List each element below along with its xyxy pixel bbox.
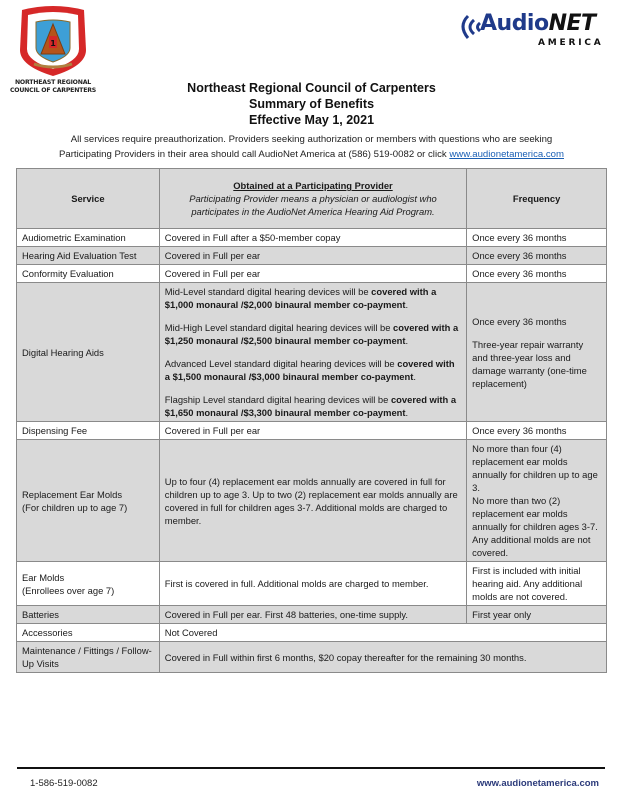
cell-service: Hearing Aid Evaluation Test bbox=[17, 247, 160, 265]
service-line1: Replacement Ear Molds bbox=[22, 488, 123, 500]
logo-org-line1: NORTHEAST REGIONAL bbox=[14, 79, 92, 86]
benefits-table bbox=[16, 168, 607, 673]
intro-text bbox=[0, 132, 623, 162]
frequency-line2: No more than two (2) replacement ear molds annually for children ages 3-7. bbox=[472, 495, 598, 532]
cell-service: Audiometric Examination bbox=[17, 229, 160, 247]
cell-frequency: First year only bbox=[467, 606, 607, 624]
table-row-batteries bbox=[17, 606, 607, 624]
footer-phone: 1-586-519-0082 bbox=[30, 778, 98, 789]
cell-frequency: Once every 36 months bbox=[467, 422, 607, 440]
frequency-warranty: Three-year repair warranty and three-year loss and damage warranty (one-time replacement) bbox=[472, 338, 587, 389]
header-provider bbox=[159, 169, 466, 229]
cell-service bbox=[17, 562, 160, 606]
cell-service: Accessories bbox=[17, 624, 160, 642]
cell-coverage: Covered in Full per ear. First 48 batteries, one-time supply. bbox=[159, 606, 466, 624]
cell-coverage: Up to four (4) replacement ear molds annually are covered in full for children up to age 3. Up to two (2) replacement ear molds annually are covered in full for children ages 3-7. Additional molds are charged to member. bbox=[159, 440, 466, 562]
header-provider-title: Obtained at a Participating Provider bbox=[233, 180, 393, 191]
cell-frequency: Once every 36 months bbox=[467, 247, 607, 265]
tier-mid-high: Mid-High Level standard digital hearing devices will be covered with a $1,250 monaural /$2,500 binaural member co-payment. bbox=[164, 322, 459, 346]
tier-mid: Mid-Level standard digital hearing devices will be covered with a $1,000 monaural /$2,000 binaural member co-payment. bbox=[164, 286, 437, 310]
cell-service bbox=[17, 440, 160, 562]
table-row-ear-molds bbox=[17, 562, 607, 606]
cell-service: Batteries bbox=[17, 606, 160, 624]
cell-coverage: First is covered in full. Additional molds are charged to member. bbox=[159, 562, 466, 606]
table-row-maintenance bbox=[17, 642, 607, 673]
cell-service: Dispensing Fee bbox=[17, 422, 160, 440]
logo-org-line2: COUNCIL OF CARPENTERS bbox=[9, 86, 97, 94]
brand-name bbox=[480, 11, 596, 36]
service-line2: (Enrollees over age 7) bbox=[22, 584, 115, 596]
service-line1: Ear Molds bbox=[22, 571, 65, 583]
header-provider-note: Participating Provider means a physician or audiologist who participates in the AudioNet America Hearing Aid Program. bbox=[189, 193, 437, 217]
cell-coverage: Covered in Full after a $50-member copay bbox=[159, 229, 466, 247]
cell-coverage: Covered in Full within first 6 months, $20 copay thereafter for the remaining 30 months. bbox=[159, 642, 606, 673]
frequency-line3: Any additional molds are not covered. bbox=[472, 534, 591, 558]
cell-frequency bbox=[467, 440, 607, 562]
cell-frequency: Once every 36 months bbox=[467, 265, 607, 283]
table-row-digital-hearing-aids bbox=[17, 283, 607, 422]
tier-flagship: Flagship Level standard digital hearing devices will be covered with a $1,650 monaural /$3,300 binaural member co-payment. bbox=[164, 394, 457, 418]
website-link[interactable]: www.audionetamerica.com bbox=[449, 149, 564, 160]
table-row-dispensing bbox=[17, 422, 607, 440]
intro-line2 bbox=[0, 147, 623, 162]
table-row-conformity bbox=[17, 265, 607, 283]
cell-coverage: Covered in Full per ear bbox=[159, 247, 466, 265]
footer-divider bbox=[17, 767, 605, 769]
service-line2: (For children up to age 7) bbox=[22, 501, 128, 513]
table-row-replacement-ear-molds bbox=[17, 440, 607, 562]
table-row-accessories bbox=[17, 624, 607, 642]
brand-audio: Audio bbox=[480, 11, 549, 36]
tier-advanced: Advanced Level standard digital hearing devices will be covered with a $1,500 monaural /$3,000 binaural member co-payment. bbox=[164, 358, 455, 382]
cell-frequency bbox=[467, 283, 607, 422]
cell-service: Maintenance / Fittings / Follow-Up Visits bbox=[17, 642, 160, 673]
cell-service: Conformity Evaluation bbox=[17, 265, 160, 283]
title-line3: Effective May 1, 2021 bbox=[248, 113, 375, 127]
cell-frequency: Once every 36 months bbox=[467, 229, 607, 247]
cell-coverage: Not Covered bbox=[159, 624, 606, 642]
footer-website[interactable]: www.audionetamerica.com bbox=[476, 778, 599, 789]
header-frequency: Frequency bbox=[467, 169, 607, 229]
intro-line2-text: Participating Providers in their area should call AudioNet America at (586) 519-0082 or click bbox=[58, 149, 450, 160]
table-header-row bbox=[17, 169, 607, 229]
header-service: Service bbox=[17, 169, 160, 229]
brand-sub: AMERICA bbox=[538, 38, 604, 48]
document-title bbox=[0, 80, 623, 128]
cell-frequency: First is included with initial hearing aid. Any additional molds are not covered. bbox=[467, 562, 607, 606]
cell-coverage bbox=[159, 283, 466, 422]
table-row-evaluation bbox=[17, 247, 607, 265]
audionet-logo bbox=[454, 8, 614, 56]
title-line2: Summary of Benefits bbox=[248, 97, 375, 111]
intro-line1: All services require preauthorization. Providers seeking authorization or members with questions who are seeking bbox=[70, 134, 553, 145]
svg-text:1: 1 bbox=[50, 39, 56, 48]
frequency-line1: No more than four (4) replacement ear molds annually for children up to age 3. bbox=[472, 443, 598, 493]
brand-net: NET bbox=[548, 11, 596, 36]
cell-service: Digital Hearing Aids bbox=[17, 283, 160, 422]
cell-coverage: Covered in Full per ear bbox=[159, 265, 466, 283]
carpenters-union-seal-icon bbox=[12, 4, 94, 78]
cell-coverage: Covered in Full per ear bbox=[159, 422, 466, 440]
frequency-line1: Once every 36 months bbox=[472, 315, 567, 327]
table-row-audiometric bbox=[17, 229, 607, 247]
title-line1: Northeast Regional Council of Carpenters bbox=[187, 81, 436, 95]
